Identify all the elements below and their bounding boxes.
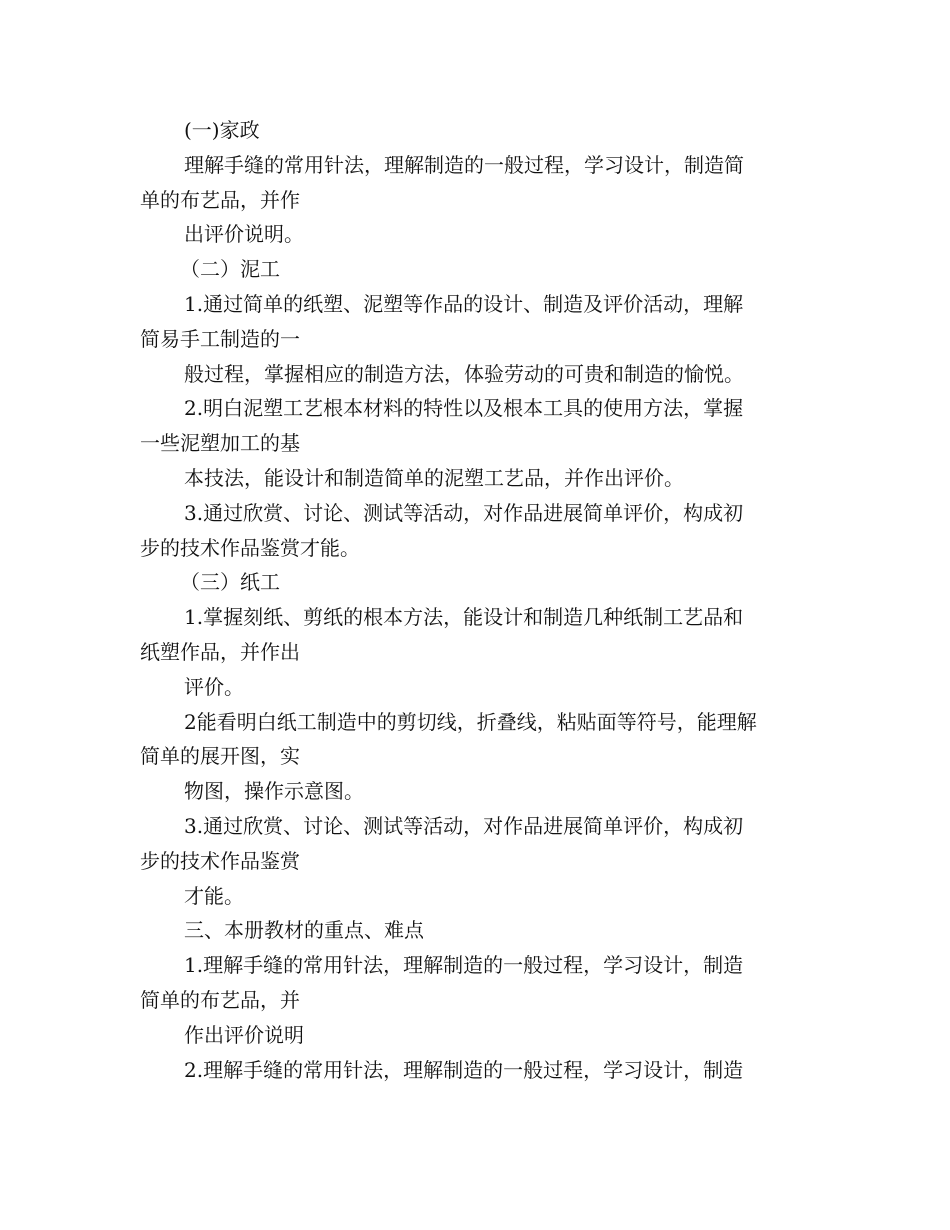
paragraph-line: 作出评价说明 (184, 1022, 304, 1047)
paragraph-line: 单的布艺品，并作 (140, 187, 300, 212)
section-heading-home-economics: (一)家政 (184, 118, 260, 142)
paragraph-line: 本技法，能设计和制造简单的泥塑工艺品，并作出评价。 (184, 465, 684, 490)
paragraph-line: 2.理解手缝的常用针法，理解制造的一般过程，学习设计，制造 (184, 1057, 744, 1082)
paragraph-line: 一些泥塑加工的基 (140, 431, 300, 456)
paragraph-line: 纸塑作品，并作出 (140, 639, 300, 664)
paragraph-line: 物图，操作示意图。 (184, 779, 364, 804)
section-heading-paper-work: （三）纸工 (180, 570, 280, 595)
paragraph-line: 评价。 (184, 674, 244, 699)
paragraph-line: 出评价说明。 (184, 222, 304, 247)
paragraph-line: 1.通过简单的纸塑、泥塑等作品的设计、制造及评价活动，理解 (184, 291, 744, 316)
paragraph-line: 2能看明白纸工制造中的剪切线，折叠线，粘贴面等符号，能理解 (184, 709, 757, 734)
paragraph-line: 3.通过欣赏、讨论、测试等活动，对作品进展简单评价，构成初 (184, 813, 744, 838)
section-heading-key-points: 三、本册教材的重点、难点 (184, 918, 424, 943)
paragraph-line: 简单的展开图，实 (140, 744, 300, 769)
paragraph-line: 才能。 (184, 883, 244, 908)
paragraph-line: 1.掌握刻纸、剪纸的根本方法，能设计和制造几种纸制工艺品和 (184, 605, 744, 630)
document-body (140, 113, 812, 1087)
paragraph-line: 简单的布艺品，并 (140, 987, 300, 1012)
paragraph-line: 般过程，掌握相应的制造方法，体验劳动的可贵和制造的愉悦。 (184, 361, 744, 386)
paragraph-line: 3.通过欣赏、讨论、测试等活动，对作品进展简单评价，构成初 (184, 500, 744, 525)
paragraph-line: 简易手工制造的一 (140, 326, 300, 351)
paragraph-line: 2.明白泥塑工艺根本材料的特性以及根本工具的使用方法，掌握 (184, 396, 744, 421)
paragraph-line: 步的技术作品鉴赏 (140, 848, 300, 873)
section-heading-clay-work: （二）泥工 (180, 257, 280, 282)
paragraph-line: 1.理解手缝的常用针法，理解制造的一般过程，学习设计，制造 (184, 953, 744, 978)
paragraph-line: 步的技术作品鉴赏才能。 (140, 535, 360, 560)
paragraph-line: 理解手缝的常用针法，理解制造的一般过程，学习设计，制造简 (184, 152, 744, 177)
